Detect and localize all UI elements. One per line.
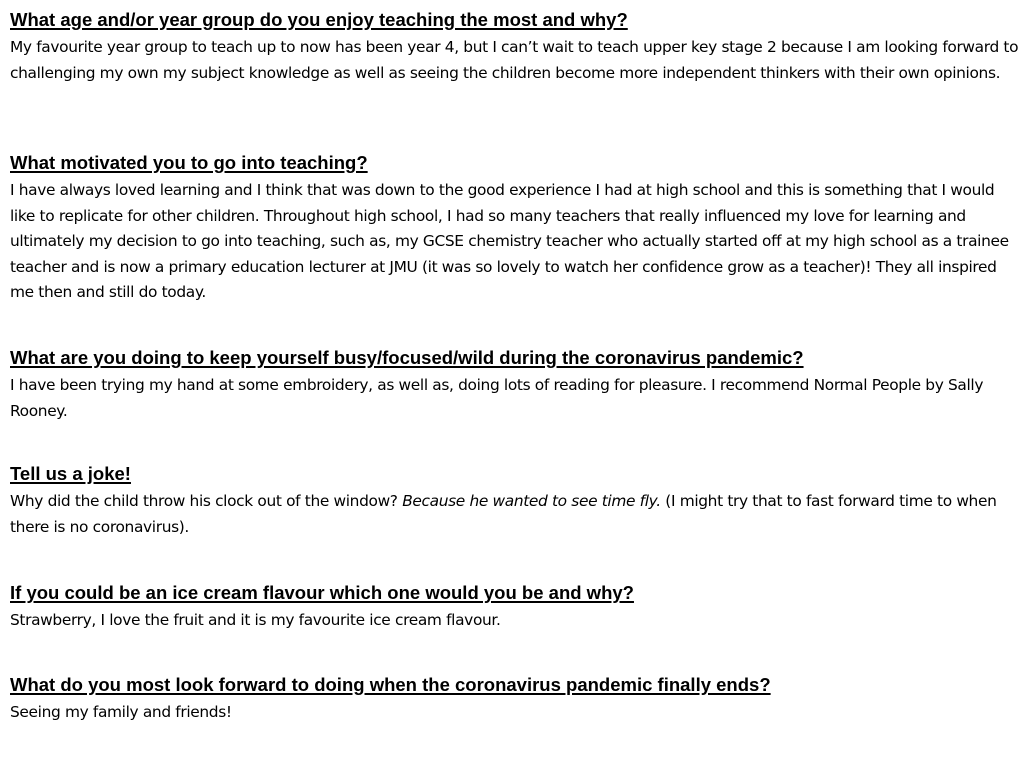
qa-section-ice-cream [10,582,1020,634]
question-heading: What motivated you to go into teaching? [10,152,368,173]
question-heading: If you could be an ice cream flavour which one would you be and why? [10,582,634,603]
qa-section-keeping-busy [10,347,1020,424]
qa-section-look-forward [10,674,1020,726]
qa-section-favourite-year-group [10,9,1020,86]
question-heading: What age and/or year group do you enjoy teaching the most and why? [10,9,628,30]
joke-aside: (I might try that to fast forward time to when there is no coronavirus). [10,492,997,536]
qa-section-motivation [10,152,1020,306]
joke-punchline: Because he wanted to see time fly. [402,492,661,510]
answer-text: Seeing my family and friends! [10,703,232,721]
joke-setup: Why did the child throw his clock out of the window? [10,492,403,510]
answer-text: I have been trying my hand at some embroidery, as well as, doing lots of reading for pleasure. I recommend Normal People by Sally Rooney. [10,376,984,420]
answer-text [10,489,1020,540]
question-heading: What are you doing to keep yourself busy/focused/wild during the coronavirus pandemic? [10,347,804,368]
question-heading: What do you most look forward to doing when the coronavirus pandemic finally ends? [10,674,771,695]
qa-section-joke [10,463,1020,540]
question-heading: Tell us a joke! [10,463,131,484]
answer-text: Strawberry, I love the fruit and it is my favourite ice cream flavour. [10,611,501,629]
answer-text: I have always loved learning and I think that was down to the good experience I had at high school and this is something that I would like to replicate for other children. Throughout high school, I had so many teachers that really influenced my love for learning and ultimately my decision to go into teaching, such as, my GCSE chemistry teacher who actually started off at my high school as a trainee teacher and is now a primary education lecturer at JMU (it was so lovely to watch her confidence grow as a teacher)! They all inspired me then and still do today. [10,181,1009,301]
answer-text: My favourite year group to teach up to now has been year 4, but I can’t wait to teach upper key stage 2 because I am looking forward to challenging my own my subject knowledge as well as seeing the children become more independent thinkers with their own opinions. [10,38,1019,82]
